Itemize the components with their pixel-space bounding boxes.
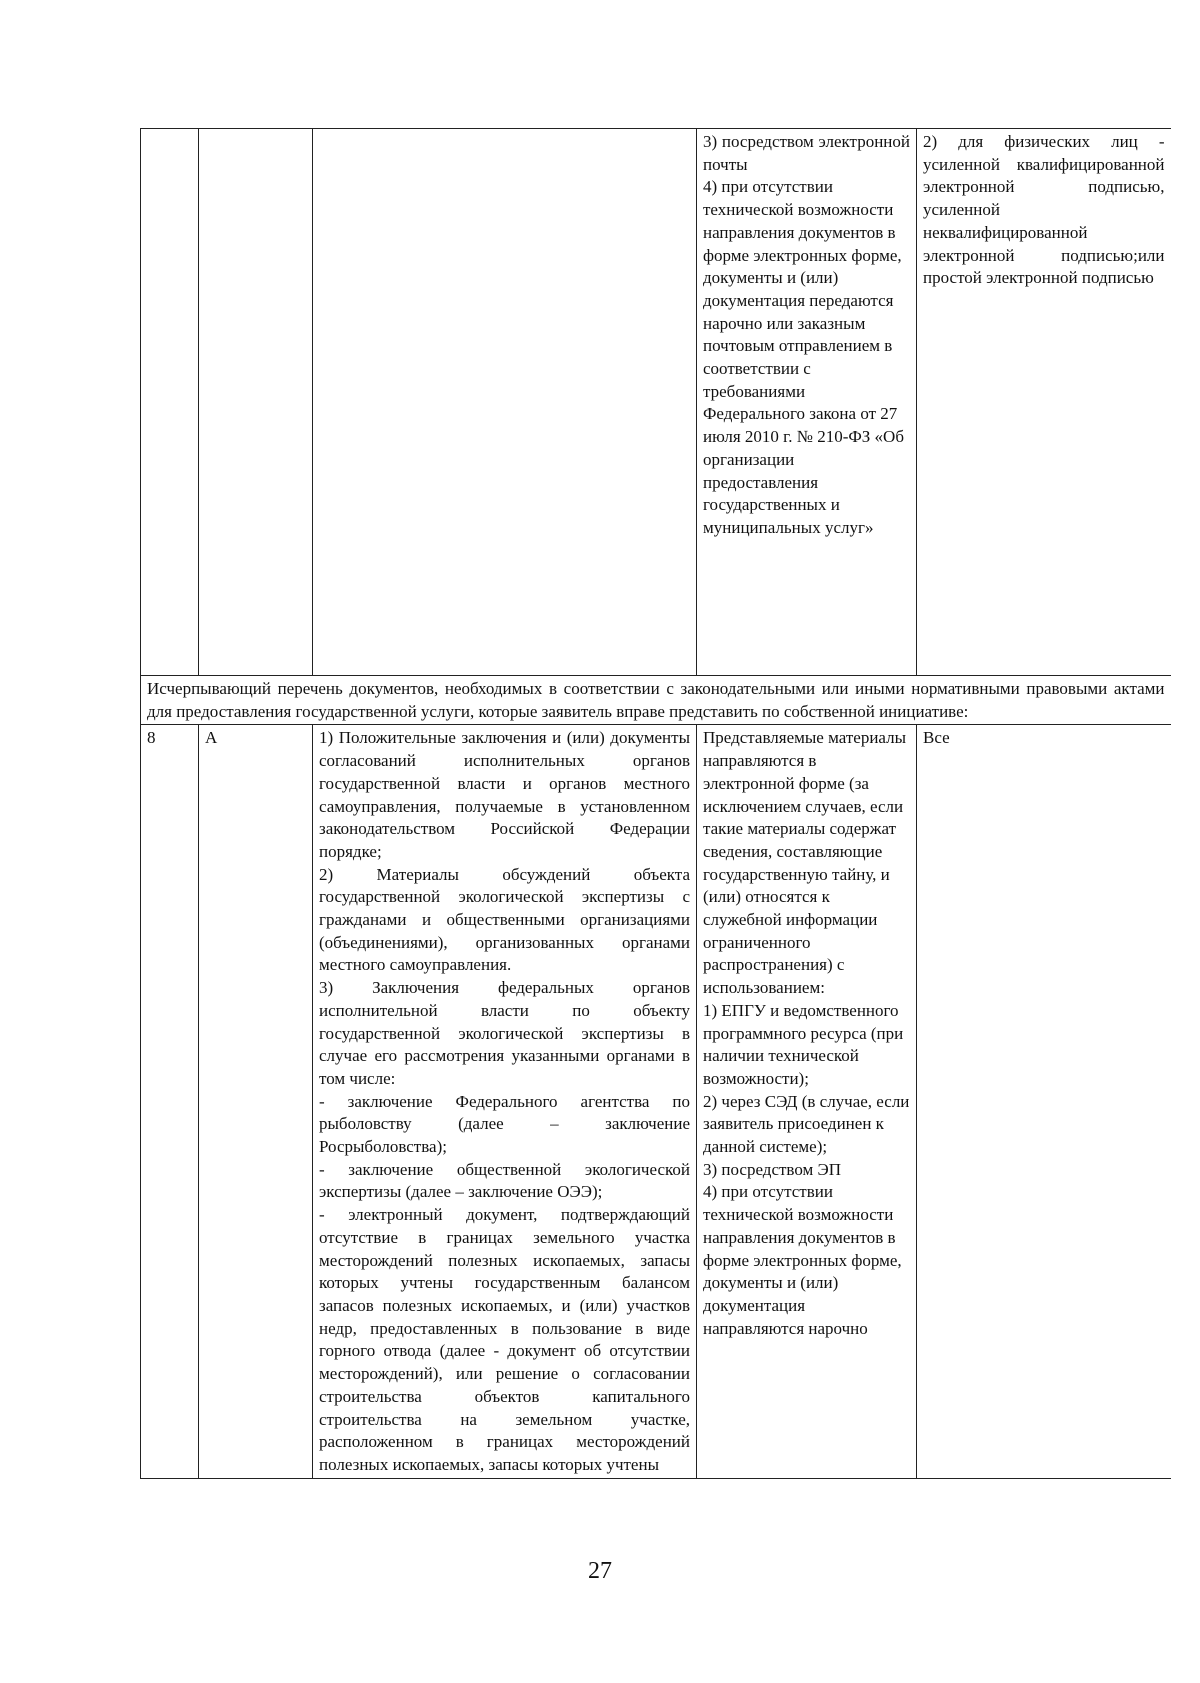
delivery-intro: Представляемые материалы направляются в электронной форме (за исключением случаев, если такие материалы содержат сведения, составляющие государственную тайну, и (или) относятся к служебной информации ограниченного распространения) с использованием: xyxy=(703,728,907,998)
delivery-option-1: 1) ЕПГУ и ведомственного программного ресурса (при наличии технической возможности); xyxy=(703,1000,904,1088)
row-letter: А xyxy=(199,725,313,1478)
services-table xyxy=(140,128,1171,1479)
delivery-line-3: 3) посредством электронной почты xyxy=(703,132,910,174)
table-row-8 xyxy=(141,725,1171,1478)
delivery-option-4: 4) при отсутствии технической возможности направления документов в форме электронных форме, документы и (или) документация направляются нарочно xyxy=(703,1182,902,1338)
document-item-1: 1) Положительные заключения и (или) документы согласований исполнительных органов государственной власти и органов местного самоуправления, получаемые в установленном законодательством Российской Федерации порядке; xyxy=(319,728,690,861)
delivery-line-4: 4) при отсутствии технической возможности направления документов в форме электронных форме, документы и (или) документация передаются нарочно или заказным почтовым отправлением в соответствии с требованиями Федерального закона от 27 июля 2010 г. № 210-ФЗ «Об организации предоставления государственных и муниципальных услуг» xyxy=(703,177,904,537)
page-number: 27 xyxy=(588,1558,612,1584)
document-subitem-oee: - заключение общественной экологической экспертизы (далее – заключение ОЭЭ); xyxy=(319,1159,690,1202)
cell-delivery-method xyxy=(697,129,917,676)
cell-signature-type: 2) для физических лиц - усиленной квалифицированной электронной подписью, усиленной неквалифицированной электронной подписью;или простой электронной подписью xyxy=(917,129,1171,676)
cell-letter xyxy=(199,129,313,676)
row-number: 8 xyxy=(141,725,199,1478)
document-subitem-rosrybolovstvo: - заключение Федерального агентства по рыболовству (далее – заключение Росрыболовства); xyxy=(319,1091,690,1157)
cell-delivery-method-8 xyxy=(697,725,917,1478)
cell-documents-list xyxy=(313,725,697,1478)
cell-applicants: Все xyxy=(917,725,1171,1478)
document-item-2: 2) Материалы обсуждений объекта государственной экологической экспертизы с гражданами и общественными организациями (объединениями), организованных органами местного самоуправления. xyxy=(319,864,690,975)
section-heading-row xyxy=(141,676,1171,725)
table-row-continued xyxy=(141,129,1171,676)
document-subitem-deposits: - электронный документ, подтверждающий отсутствие в границах земельного участка месторождений полезных ископаемых, запасы которых учтены государственным балансом запасов полезных ископаемых, и (или) участков недр, предоставленных в пользование в виде горного отвода (далее - документ об отсутствии месторождений), или решение о согласовании строительства объектов капитального строительства на земельном участке, расположенном в границах месторождений полезных ископаемых, запасы которых учтены xyxy=(319,1205,690,1474)
delivery-option-2: 2) через СЭД (в случае, если заявитель присоединен к данной системе); xyxy=(703,1091,910,1157)
cell-documents xyxy=(313,129,697,676)
cell-number xyxy=(141,129,199,676)
delivery-option-3: 3) посредством ЭП xyxy=(703,1159,842,1179)
document-item-3: 3) Заключения федеральных органов исполнительной власти по объекту государственной экологической экспертизы в случае его рассмотрения указанными органами в том числе: xyxy=(319,978,690,1088)
section-heading: Исчерпывающий перечень документов, необходимых в соответствии с законодательными или иными нормативными правовыми актами для предоставления государственной услуги, которые заявитель вправе представить по собственной инициативе: xyxy=(141,676,1171,725)
